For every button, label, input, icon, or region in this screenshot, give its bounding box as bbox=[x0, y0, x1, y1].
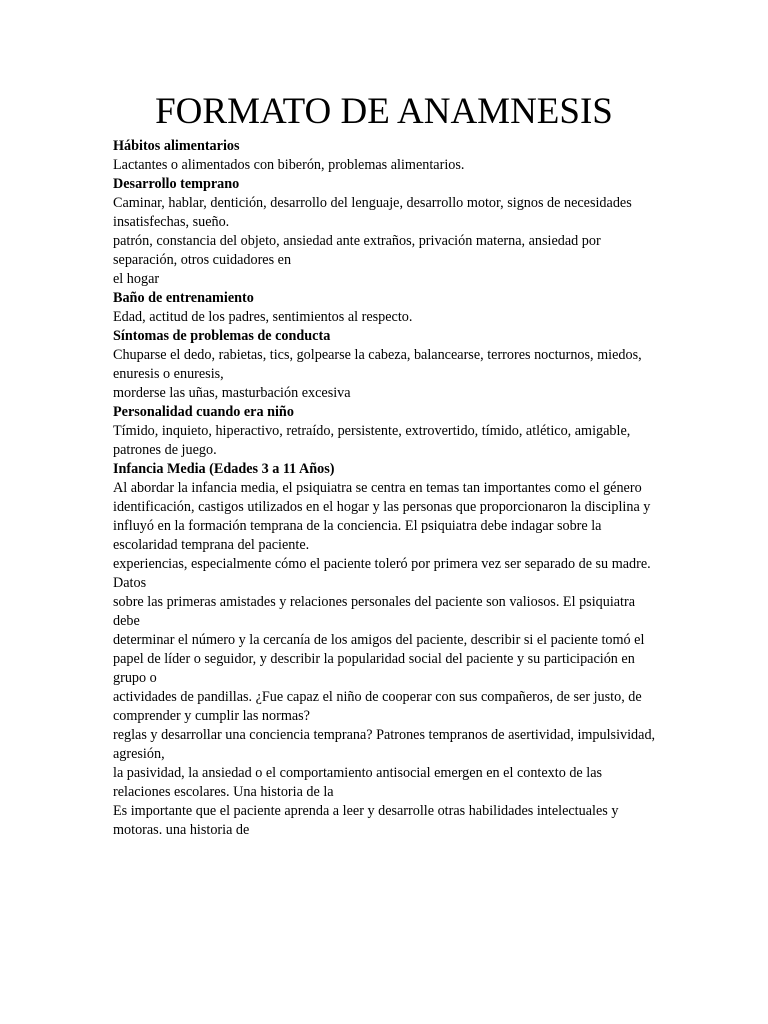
section-heading: Desarrollo temprano bbox=[113, 176, 240, 192]
body-paragraph: patrón, constancia del objeto, ansiedad ante extraños, privación materna, ansiedad por separación, otros cuidadores en bbox=[113, 233, 601, 268]
body-paragraph: identificación, castigos utilizados en el hogar y las personas que proporcionaron la disciplina y bbox=[113, 499, 651, 515]
body-paragraph: Lactantes o alimentados con biberón, problemas alimentarios. bbox=[113, 157, 465, 173]
body-paragraph: morderse las uñas, masturbación excesiva bbox=[113, 385, 351, 401]
section-heading: Hábitos alimentarios bbox=[113, 138, 240, 154]
body-paragraph: Al abordar la infancia media, el psiquiatra se centra en temas tan importantes como el género bbox=[113, 480, 642, 496]
body-paragraph: Tímido, inquieto, hiperactivo, retraído, persistente, extrovertido, tímido, atlético, amigable, patrones de juego. bbox=[113, 423, 631, 458]
document-title: FORMATO DE ANAMNESIS bbox=[155, 91, 613, 132]
body-paragraph: papel de líder o seguidor, y describir la popularidad social del paciente y su participación en grupo o bbox=[113, 651, 635, 686]
body-paragraph: Edad, actitud de los padres, sentimientos al respecto. bbox=[113, 309, 413, 325]
body-paragraph: actividades de pandillas. ¿Fue capaz el niño de cooperar con sus compañeros, de ser justo, de comprender y cumplir las normas? bbox=[113, 689, 642, 724]
body-paragraph: Caminar, hablar, dentición, desarrollo del lenguaje, desarrollo motor, signos de necesidades insatisfechas, sueño. bbox=[113, 195, 632, 230]
section-heading: Personalidad cuando era niño bbox=[113, 404, 294, 420]
body-paragraph: Es importante que el paciente aprenda a leer y desarrolle otras habilidades intelectuales y motoras. una historia de bbox=[113, 803, 619, 838]
body-paragraph: determinar el número y la cercanía de los amigos del paciente, describir si el paciente tomó el bbox=[113, 632, 645, 648]
document-body bbox=[113, 137, 658, 840]
section-heading: Síntomas de problemas de conducta bbox=[113, 328, 331, 344]
body-paragraph: sobre las primeras amistades y relaciones personales del paciente son valiosos. El psiquiatra debe bbox=[113, 594, 636, 629]
body-paragraph: Chuparse el dedo, rabietas, tics, golpearse la cabeza, balancearse, terrores nocturnos, miedos, enuresis o enuresis, bbox=[113, 347, 642, 382]
section-heading: Baño de entrenamiento bbox=[113, 290, 254, 306]
body-paragraph: influyó en la formación temprana de la conciencia. El psiquiatra debe indagar sobre la escolaridad temprana del paciente. bbox=[113, 518, 602, 553]
body-paragraph: el hogar bbox=[113, 271, 160, 287]
body-paragraph: reglas y desarrollar una conciencia temprana? Patrones tempranos de asertividad, impulsividad, agresión, bbox=[113, 727, 656, 762]
body-paragraph: experiencias, especialmente cómo el paciente toleró por primera vez ser separado de su madre. Datos bbox=[113, 556, 651, 591]
body-paragraph: la pasividad, la ansiedad o el comportamiento antisocial emergen en el contexto de las relaciones escolares. Una historia de la bbox=[113, 765, 603, 800]
section-heading: Infancia Media (Edades 3 a 11 Años) bbox=[113, 461, 335, 477]
